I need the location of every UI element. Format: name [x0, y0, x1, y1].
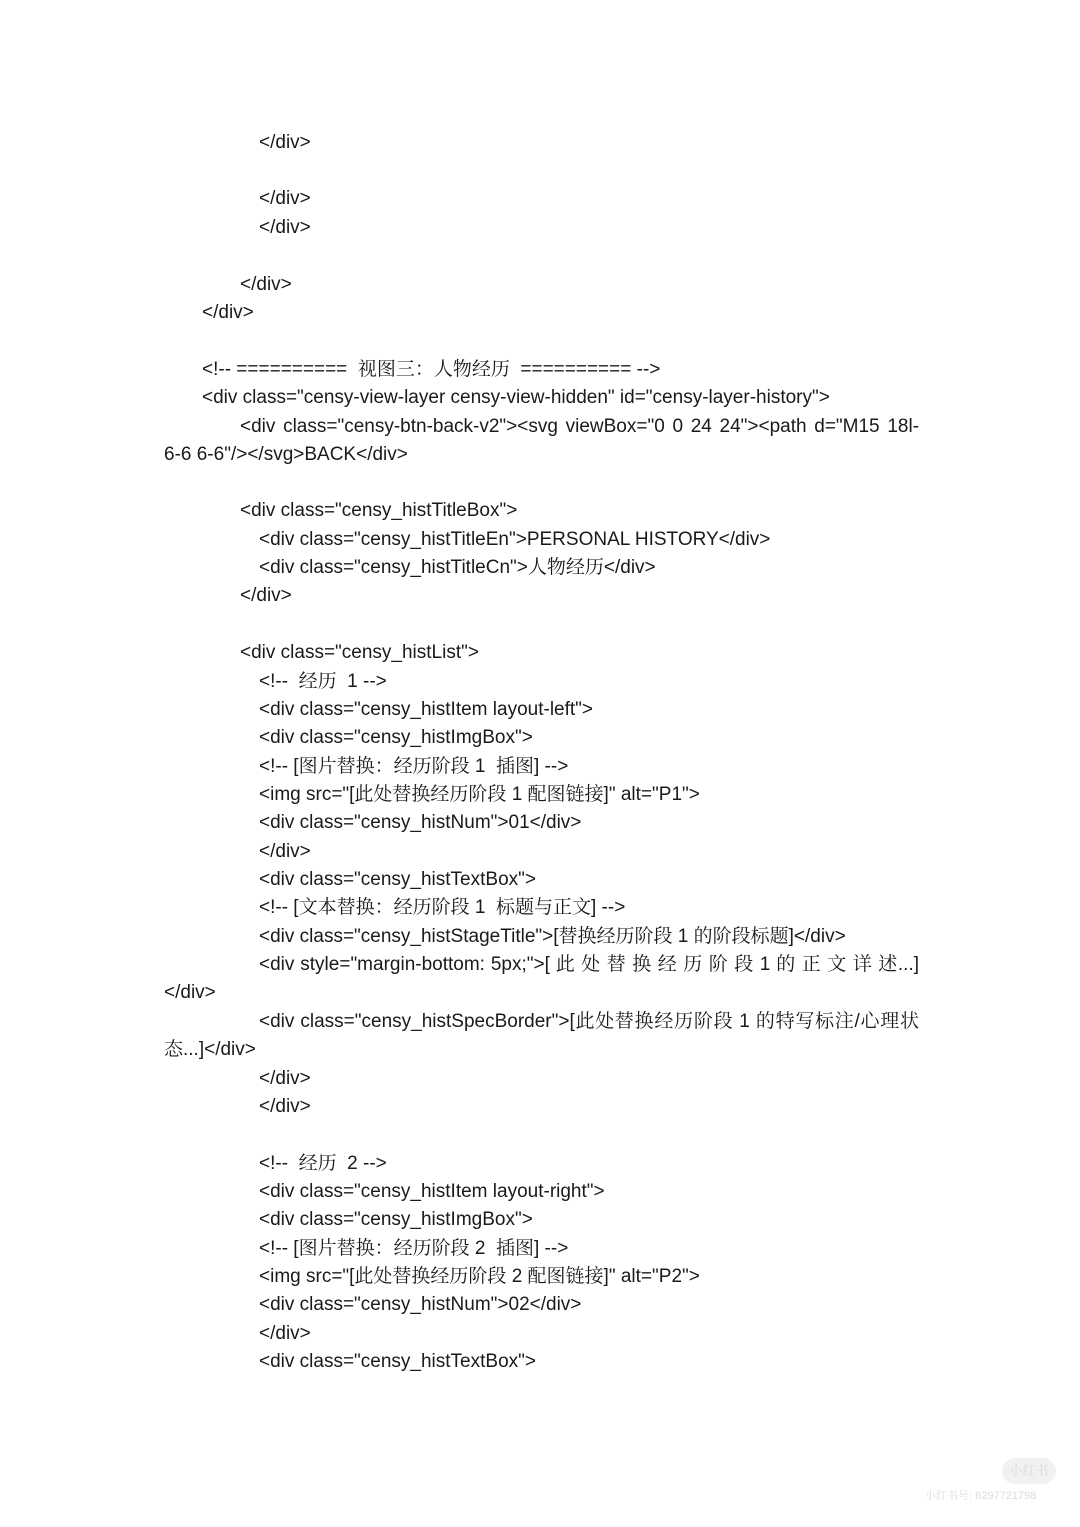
watermark-logo: 小红书	[1002, 1458, 1056, 1484]
code-line: <div class="censy_histTitleEn">PERSONAL HISTORY</div>	[259, 529, 771, 550]
code-line: <!-- [文本替换：经历阶段 1 标题与正文] -->	[259, 897, 626, 918]
code-line: <div class="censy_histTitleCn">人物经历</div>	[259, 557, 656, 578]
code-line: </div>	[259, 1068, 311, 1089]
code-line: </div>	[259, 1096, 311, 1117]
code-line: <div class="censy-btn-back-v2"><svg viewBox="0 0 24 24"><path d="M15 18l-6-6 6-6"/></svg>BACK</div>	[164, 416, 919, 465]
code-line: </div>	[240, 585, 292, 606]
code-line: </div>	[240, 274, 292, 295]
code-line: <!-- [图片替换：经历阶段 2 插图] -->	[259, 1238, 569, 1259]
code-line: <div class="censy_histNum">02</div>	[259, 1294, 582, 1315]
code-line: <div class="censy_histList">	[240, 642, 479, 663]
code-line: </div>	[259, 1323, 311, 1344]
code-line: <div class="censy_histImgBox">	[259, 727, 533, 748]
code-line: <!-- 经历 2 -->	[259, 1153, 387, 1174]
code-line: </div>	[259, 841, 311, 862]
code-line: </div>	[259, 132, 311, 153]
code-line: </div>	[259, 217, 311, 238]
code-line: <div class="censy_histSpecBorder">[此处替换经历阶段 1 的特写标注/心理状态...]</div>	[164, 1011, 919, 1060]
code-line: </div>	[259, 188, 311, 209]
code-line: <div class="censy_histImgBox">	[259, 1209, 533, 1230]
code-line: <div class="censy-view-layer censy-view-hidden" id="censy-layer-history">	[202, 387, 830, 408]
code-line: <div class="censy_histTextBox">	[259, 869, 536, 890]
code-line: <div class="censy_histStageTitle">[替换经历阶段 1 的阶段标题]</div>	[259, 926, 846, 947]
watermark-id: 小红书号: 6297721798	[925, 1490, 1037, 1502]
code-line: <!-- 经历 1 -->	[259, 671, 387, 692]
code-line: <!-- ========== 视图三：人物经历 ========== -->	[202, 359, 661, 380]
code-line: <div class="censy_histTextBox">	[259, 1351, 536, 1372]
code-line: </div>	[202, 302, 254, 323]
code-line: <div style="margin-bottom: 5px;">[ 此 处 替 换 经 历 阶 段 1 的 正 文 详 述...]</div>	[164, 954, 920, 1003]
code-line: <!-- [图片替换：经历阶段 1 插图] -->	[259, 756, 569, 777]
code-line: <div class="censy_histTitleBox">	[240, 500, 518, 521]
code-line: <img src="[此处替换经历阶段 1 配图链接]" alt="P1">	[259, 784, 700, 805]
code-line: <div class="censy_histNum">01</div>	[259, 812, 582, 833]
code-line: <div class="censy_histItem layout-left">	[259, 699, 594, 720]
code-line: <img src="[此处替换经历阶段 2 配图链接]" alt="P2">	[259, 1266, 700, 1287]
code-line: <div class="censy_histItem layout-right">	[259, 1181, 605, 1202]
